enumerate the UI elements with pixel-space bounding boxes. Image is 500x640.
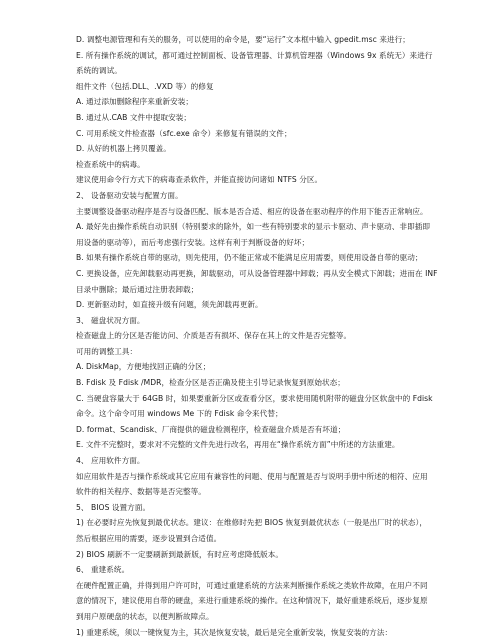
text-line: 软件的相关程序、数据等是否完整等。 — [76, 487, 206, 497]
section-heading: 检查系统中的病毒。 — [76, 159, 145, 169]
text-line: 2) BIOS 刷新不一定要刷新到最新版，有时应考虑降低版本。 — [76, 549, 284, 559]
section-heading: 3、 磁盘状况方面。 — [76, 315, 145, 325]
text-line: D. 从好的机器上拷贝覆盖。 — [76, 144, 171, 154]
text-line: 1) 在必要时应先恢复到最优状态。建议：在维修时先把 BIOS 恢复到最优状态（一般是出厂时的状态）， — [76, 518, 427, 528]
text-line: 可用的调整工具： — [76, 346, 138, 356]
text-line: 建议使用命令行方式下的病毒查杀软件，并能直接访问诸如 NTFS 分区。 — [76, 175, 323, 185]
text-line: D. format、Scandisk、厂商提供的磁盘检测程序，检查磁盘介质是否有坏道； — [76, 424, 346, 434]
text-line: A. 最好先由操作系统自动识别（特别要求的除外，如一些有特别要求的显示卡驱动、声卡驱动、非即插即 — [76, 222, 431, 232]
text-line: 到用户原硬盘的状态，以便判断故障点。 — [76, 611, 214, 621]
text-line: C. 当硬盘容量大于 64GB 时，如果要重新分区或查看分区，要求使用随机附带的磁盘分区软盘中的 Fdisk — [76, 393, 433, 403]
text-line: 命令。这个命令可用 windows Me 下的 Fdisk 命令来代替； — [76, 409, 283, 419]
text-line: D. 调整电源管理和有关的服务，可以使用的命令是，要“运行”文本框中输入 gpedit.msc 来进行； — [76, 35, 410, 44]
text-line: 然后根据应用的需要，逐步设置到合适值。 — [76, 534, 222, 543]
section-heading: 组件文件（包括.DLL、.VXD 等）的修复 — [76, 81, 214, 91]
text-line: 用设备的驱动等），而后考虑强行安装。这样有利于判断设备的好坏； — [76, 237, 310, 247]
text-line: 意的情况下，建议使用自带的硬盘，来进行重建系统的操作。在这种情况下，最好重建系统后，逐步复原 — [76, 596, 428, 606]
text-line: 在硬件配置正确，并得到用户许可时，可通过重建系统的方法来判断操作系统之类软件故障，在用户不同 — [76, 580, 428, 590]
text-line: E. 所有操作系统的调试，都可通过控制面板、设备管理器、计算机管理器（Windows 9x 系统无）来进行 — [76, 50, 433, 60]
text-line: A. 通过添加删除程序来重新安装； — [76, 97, 194, 107]
text-line: 系统的调试。 — [76, 66, 122, 76]
text-line: C. 更换设备，应先卸载驱动再更换，卸载驱动，可从设备管理器中卸载；再从安全模式下卸载；进而在 INF — [76, 268, 438, 278]
text-line: B. Fdisk 及 Fdisk /MDR，检查分区是否正确及使主引导记录恢复到原始状态； — [76, 378, 345, 388]
section-heading: 5、 BIOS 设置方面。 — [76, 502, 151, 512]
section-heading: 2、 设备驱动安装与配置方面。 — [76, 190, 183, 200]
text-line: 目录中删除；最后通过注册表卸载； — [76, 284, 199, 294]
text-line: B. 如果有操作系统自带的驱动，则先使用，仍不能正常或不能满足应用需要，则使用设备自带的驱动； — [76, 253, 423, 263]
text-line: C. 可用系统文件检查器（sfc.exe 命令）来修复有错误的文件； — [76, 128, 292, 138]
text-line: 主要调整设备驱动程序是否与设备匹配、版本是否合适、相应的设备在驱动程序的作用下能否正常响应。 — [76, 206, 428, 216]
text-line: D. 更新驱动时，如直接升级有问题，须先卸载再更新。 — [76, 300, 263, 310]
text-line: 检查磁盘上的分区是否能访问、介质是否有损坏、保存在其上的文件是否完整等。 — [76, 331, 352, 341]
section-heading: 6、 重建系统。 — [76, 565, 130, 575]
text-line: 如应用软件是否与操作系统或其它应用有兼容性的问题、使用与配置是否与说明手册中所述的相符、应用 — [76, 471, 428, 481]
text-line: B. 通过从.CAB 文件中提取安装； — [76, 112, 192, 122]
section-heading: 4、 应用软件方面。 — [76, 456, 145, 466]
text-line: 1) 重建系统，须以一键恢复为主，其次是恢复安装，最后是完全重新安装，恢复安装的方法： — [76, 627, 393, 637]
text-line: A. DiskMap，方便地找回正确的分区； — [76, 362, 211, 372]
text-line: E. 文件不完整时，要求对不完整的文件先进行改名，再用在“操作系统方面”中所述的方法重建。 — [76, 440, 400, 450]
